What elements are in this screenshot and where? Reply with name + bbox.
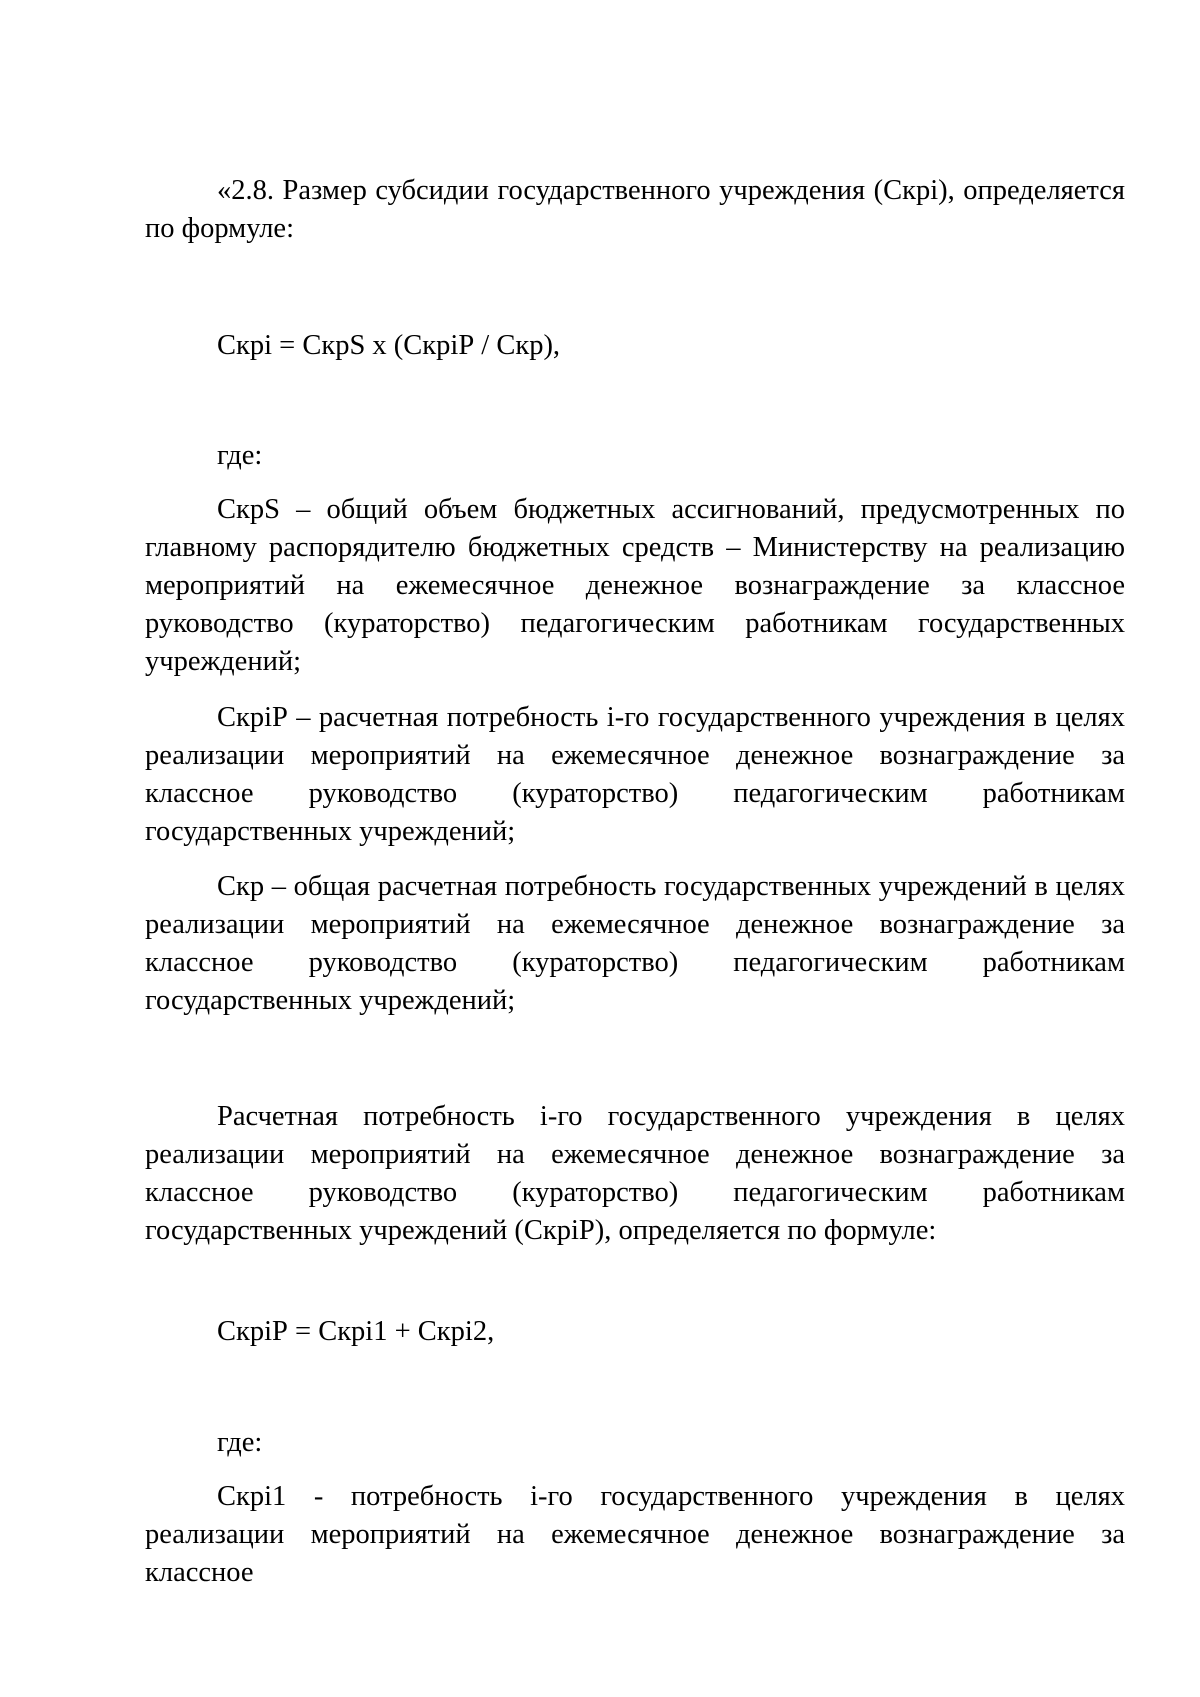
definition-total-need: Скр – общая расчетная потребность государственных учреждений в целях реализации мероприятий на ежемесячное денежное вознаграждение за классное руководство (кураторство) педагогическим работникам государственных учреждений; (145, 871, 1125, 1016)
where-label-1: где: (217, 440, 263, 471)
intro-paragraph: «2.8. Размер субсидии государственного учреждения (Скрi), определяется по формуле: (145, 175, 1125, 244)
need-calculation-paragraph: Расчетная потребность i-го государственного учреждения в целях реализации мероприятий на ежемесячное денежное вознаграждение за классное руководство (кураторство) педагогическим работникам государственных учреждений (СкрiР), определяется по формуле: (145, 1101, 1125, 1246)
definition-institution-need: СкрiР – расчетная потребность i-го государственного учреждения в целях реализации мероприятий на ежемесячное денежное вознаграждение за классное руководство (кураторство) педагогическим работникам государственных учреждений; (145, 702, 1125, 847)
definition-need-part1: Скрi1 - потребность i-го государственного учреждения в целях реализации мероприятий на ежемесячное денежное вознаграждение за классное (145, 1481, 1125, 1588)
where-label-2: где: (217, 1427, 263, 1458)
formula-need: СкрiР = Скрi1 + Скрi2, (217, 1316, 495, 1347)
formula-subsidy: Скрi = СкрS x (СкрiР / Скр), (217, 330, 561, 361)
definition-total-allocations: СкрS – общий объем бюджетных ассигнований, предусмотренных по главному распорядителю бюджетных средств – Министерству на реализацию мероприятий на ежемесячное денежное вознаграждение за классное руководство (кураторство) педагогическим работникам государственных учреждений; (145, 494, 1125, 677)
